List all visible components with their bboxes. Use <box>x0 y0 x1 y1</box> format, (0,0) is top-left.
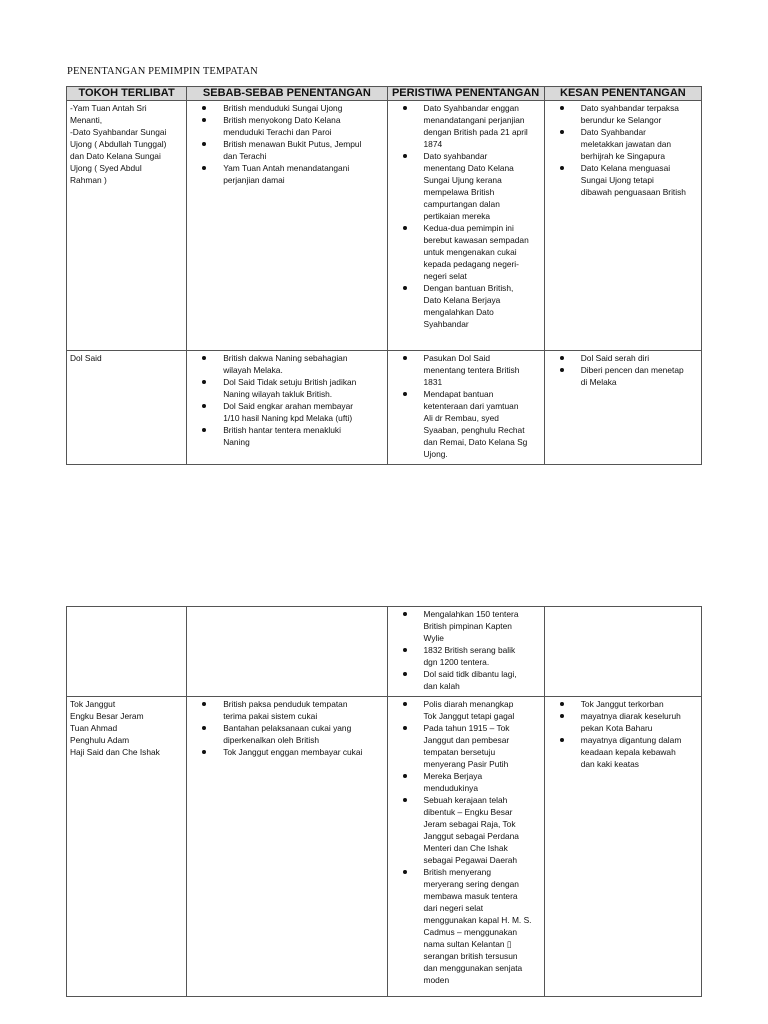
list-item-line: Syaaban, penghulu Rechat <box>423 425 525 435</box>
name-line: Tok Janggut <box>70 699 116 709</box>
list-item-line: mengalahkan Dato <box>423 307 494 317</box>
list-item-line: Dato Kelana menguasai <box>580 163 671 173</box>
list-item-line: British menyerang <box>423 867 491 877</box>
list-item-line: menduduki Terachi dan Paroi <box>223 127 332 137</box>
list-item-line: Naning wilayah takluk British. <box>223 389 333 399</box>
list-item-line: mendudukinya <box>423 783 478 793</box>
list-item-line: berundur ke Selangor <box>580 115 662 125</box>
list-item-line: perjanjian damai <box>223 175 285 185</box>
kesan-cell <box>544 697 701 997</box>
list-item-line: Diberi pencen dan menetap <box>580 365 684 375</box>
kesan-cell <box>544 607 701 697</box>
list-item <box>388 608 542 644</box>
sebab-cell <box>187 351 387 465</box>
list-item-line: Dato Syahbandar enggan <box>423 103 519 113</box>
list-item-line: untuk mengenakan cukai <box>423 247 517 257</box>
list-item <box>388 102 542 150</box>
tokoh-cell <box>67 351 187 465</box>
sebab-list <box>187 697 386 760</box>
list-item-line: British menduduki Sungai Ujong <box>223 103 343 113</box>
list-item-line: menandatangani perjanjian <box>423 115 525 125</box>
list-item-line: Naning <box>223 437 250 447</box>
list-item-line: berhijrah ke Singapura <box>580 151 666 161</box>
list-item-line: wilayah Melaka. <box>223 365 283 375</box>
list-item-line: ketenteraan dari yamtuan <box>423 401 519 411</box>
name-line: Haji Said dan Che Ishak <box>70 747 160 757</box>
kesan-list <box>545 607 701 610</box>
list-item-line: Sungai Ujong tetapi <box>580 175 654 185</box>
list-item-line: menyerang Pasir Putih <box>423 759 509 769</box>
page-title: PENENTANGAN PEMIMPIN TEMPATAN <box>67 66 258 77</box>
list-item-line: Ujong. <box>423 449 448 459</box>
list-item-line: Tok Janggut terkorban <box>580 699 664 709</box>
peristiwa-cell <box>387 607 544 697</box>
list-item <box>187 722 384 746</box>
name-line: Rahman ) <box>70 175 107 185</box>
name-line: Ujong ( Abdullah Tunggal) <box>70 139 167 149</box>
list-item-line: dgn 1200 tentera. <box>423 657 490 667</box>
kesan-cell <box>544 351 701 465</box>
list-item-line: Syahbandar <box>423 319 469 329</box>
peristiwa-list <box>388 101 544 332</box>
list-item-line: Dol Said engkar arahan membayar <box>223 401 354 411</box>
list-item <box>388 866 542 986</box>
list-item-line: Ali dr Rembau, syed <box>423 413 499 423</box>
list-item <box>388 352 542 388</box>
list-item <box>187 376 384 400</box>
list-item-line: Wylie <box>423 633 444 643</box>
list-item-line: British hantar tentera menakluki <box>223 425 341 435</box>
list-item <box>545 102 699 126</box>
list-item-line: Dol Said Tidak setuju British jadikan <box>223 377 357 387</box>
sebab-cell <box>187 607 387 697</box>
list-item-line: British menawan Bukit Putus, Jempul <box>223 139 362 149</box>
list-item <box>388 282 542 330</box>
list-item <box>187 102 384 114</box>
kesan-list <box>545 351 701 390</box>
list-item-line: British paksa penduduk tempatan <box>223 699 348 709</box>
list-item-line: Sungai Ujung kerana <box>423 175 502 185</box>
list-item-line: negeri selat <box>423 271 467 281</box>
list-item <box>545 162 699 198</box>
list-item-line: dan kalah <box>423 681 460 691</box>
name-line: -Yam Tuan Antah Sri <box>70 103 147 113</box>
peristiwa-cell <box>387 101 544 351</box>
list-item-line: terima pakai sistem cukai <box>223 711 318 721</box>
list-item-line: mayatnya diarak keseluruh <box>580 711 681 721</box>
list-item-line: Polis diarah menangkap <box>423 699 514 709</box>
list-item <box>388 722 542 770</box>
list-item-line: nama sultan Kelantan ▯ <box>423 939 512 949</box>
list-item-line: dari negeri selat <box>423 903 484 913</box>
kesan-cell <box>544 101 701 351</box>
list-item-line: Dato Kelana Berjaya <box>423 295 501 305</box>
sebab-list <box>187 351 386 450</box>
list-item <box>545 352 699 364</box>
list-item <box>187 746 384 758</box>
list-item <box>545 364 699 388</box>
list-item-line: Dato Syahbandar <box>580 127 646 137</box>
sebab-list <box>187 101 386 188</box>
list-item <box>388 222 542 282</box>
list-item-line: pertikaian mereka <box>423 211 491 221</box>
list-item-line: Kedua-dua pemimpin ini <box>423 223 514 233</box>
list-item-line: Janggut dan pembesar <box>423 735 510 745</box>
list-item-line: menggunakan kapal H. M. S. <box>423 915 532 925</box>
list-item-line: Sebuah kerajaan telah <box>423 795 508 805</box>
peristiwa-cell <box>387 351 544 465</box>
list-item-line: meletakkan jawatan dan <box>580 139 672 149</box>
list-item-line: Dengan bantuan British, <box>423 283 514 293</box>
list-item-line: kepada pedagang negeri- <box>423 259 519 269</box>
table-top <box>66 86 702 465</box>
list-item <box>545 698 699 710</box>
list-item-line: Janggut sebagai Perdana <box>423 831 519 841</box>
tokoh-cell <box>67 697 187 997</box>
list-item-line: menentang tentera British <box>423 365 520 375</box>
list-item-line: diperkenalkan oleh British <box>223 735 320 745</box>
name-line: Engku Besar Jeram <box>70 711 144 721</box>
list-item <box>545 126 699 162</box>
name-line: Ujong ( Syed Abdul <box>70 163 142 173</box>
list-item-line: serangan british tersusun <box>423 951 518 961</box>
list-item-line: dibawah penguasaan British <box>580 187 686 197</box>
list-item-line: moden <box>423 975 450 985</box>
list-item-line: British menyokong Dato Kelana <box>223 115 341 125</box>
tokoh-cell <box>67 101 187 351</box>
name-line: Penghulu Adam <box>70 735 130 745</box>
list-item-line: British pimpinan Kapten <box>423 621 512 631</box>
list-item <box>388 644 542 668</box>
list-item-line: dengan British pada 21 april <box>423 127 528 137</box>
name-line: -Dato Syahbandar Sungai <box>70 127 167 137</box>
kesan-list <box>545 697 701 772</box>
list-item-line: 1874 <box>423 139 443 149</box>
header-sebab: SEBAB-SEBAB PENENTANGAN <box>187 87 387 101</box>
table-row <box>67 697 702 997</box>
list-item <box>187 400 384 424</box>
list-item <box>187 352 384 376</box>
peristiwa-cell <box>387 697 544 997</box>
list-item-line: Dato syahbandar <box>423 151 488 161</box>
list-item <box>545 734 699 770</box>
list-item <box>388 698 542 722</box>
list-item-line: 1/10 hasil Naning kpd Melaka (ufti) <box>223 413 353 423</box>
list-item <box>545 710 699 734</box>
sebab-list <box>187 607 386 610</box>
list-item-line: Pasukan Dol Said <box>423 353 491 363</box>
list-item-line: Cadmus – menggunakan <box>423 927 518 937</box>
sebab-cell <box>187 101 387 351</box>
kesan-list <box>545 101 701 200</box>
list-item-line: Tok Janggut enggan membayar cukai <box>223 747 363 757</box>
list-item <box>388 794 542 866</box>
list-item-line: Menteri dan Che Ishak <box>423 843 508 853</box>
list-item <box>187 162 384 186</box>
header-row <box>67 87 702 101</box>
list-item-line: sebagai Pegawai Daerah <box>423 855 518 865</box>
list-item-line: Tok Janggut tetapi gagal <box>423 711 515 721</box>
list-item-line: Mendapat bantuan <box>423 389 494 399</box>
header-tokoh: TOKOH TERLIBAT <box>67 87 187 101</box>
peristiwa-list <box>388 697 544 988</box>
peristiwa-list <box>388 351 544 462</box>
list-item-line: mayatnya digantung dalam <box>580 735 682 745</box>
table-row <box>67 351 702 465</box>
sebab-cell <box>187 697 387 997</box>
table-row <box>67 607 702 697</box>
list-item <box>388 668 542 692</box>
list-item-line: Mereka Berjaya <box>423 771 483 781</box>
list-item-line: campurtangan dalan <box>423 199 500 209</box>
name-line: Tuan Ahmad <box>70 723 118 733</box>
list-item-line: pekan Kota Baharu <box>580 723 653 733</box>
list-item <box>187 114 384 138</box>
list-item-line: dan kaki keatas <box>580 759 639 769</box>
list-item-line: Mengalahkan 150 tentera <box>423 609 519 619</box>
list-item-line: di Melaka <box>580 377 617 387</box>
list-item-line: keadaan kepala kebawah <box>580 747 676 757</box>
list-item-line: meryerang sering dengan <box>423 879 519 889</box>
list-item-line: mempelawa British <box>423 187 495 197</box>
list-item <box>187 424 384 448</box>
peristiwa-list <box>388 607 544 694</box>
list-item <box>388 388 542 460</box>
list-item-line: British dakwa Naning sebahagian <box>223 353 348 363</box>
list-item-line: membawa masuk tentera <box>423 891 518 901</box>
list-item-line: Jeram sebagai Raja, Tok <box>423 819 516 829</box>
list-item-line: dan Terachi <box>223 151 267 161</box>
list-item-line: tempatan bersetuju <box>423 747 496 757</box>
name-line: Dol Said <box>70 353 102 363</box>
list-item-line: 1832 British serang balik <box>423 645 516 655</box>
list-item-line: Bantahan pelaksanaan cukai yang <box>223 723 352 733</box>
list-item-line: Dol Said serah diri <box>580 353 650 363</box>
tokoh-cell <box>67 607 187 697</box>
list-item <box>187 698 384 722</box>
header-kesan: KESAN PENENTANGAN <box>544 87 701 101</box>
list-item-line: menentang Dato Kelana <box>423 163 514 173</box>
table-row <box>67 101 702 351</box>
name-line: dan Dato Kelana Sungai <box>70 151 161 161</box>
list-item <box>388 770 542 794</box>
list-item-line: berebut kawasan sempadan <box>423 235 529 245</box>
header-peristiwa: PERISTIWA PENENTANGAN <box>387 87 544 101</box>
list-item <box>388 150 542 222</box>
list-item-line: Pada tahun 1915 – Tok <box>423 723 510 733</box>
list-item-line: dan Remai, Dato Kelana Sg <box>423 437 528 447</box>
list-item-line: Yam Tuan Antah menandatangani <box>223 163 350 173</box>
list-item-line: Dol said tidk dibantu lagi, <box>423 669 517 679</box>
list-item <box>187 138 384 162</box>
list-item-line: 1831 <box>423 377 443 387</box>
list-item-line: Dato syahbandar terpaksa <box>580 103 679 113</box>
table-bottom <box>66 606 702 997</box>
name-line: Menanti, <box>70 115 103 125</box>
list-item-line: dan menggunakan senjata <box>423 963 523 973</box>
list-item-line: dibentuk – Engku Besar <box>423 807 513 817</box>
